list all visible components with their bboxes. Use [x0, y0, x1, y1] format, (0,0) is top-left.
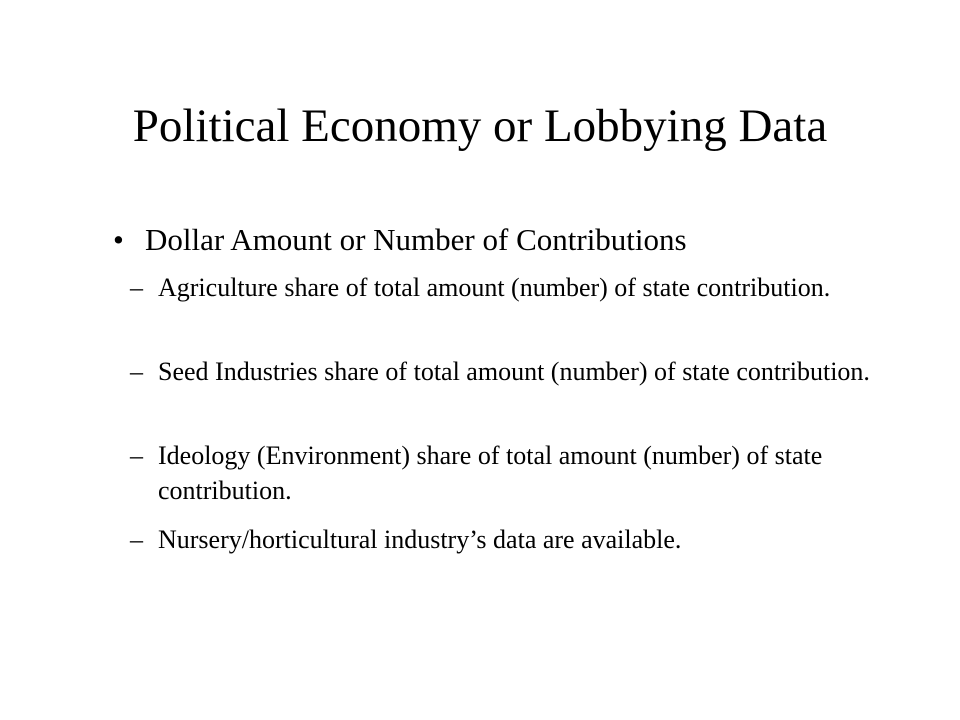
- sub-item-marker: –: [130, 525, 143, 554]
- sub-item-text: Agriculture share of total amount (number) of state contribution.: [158, 273, 831, 302]
- sub-item-text: Ideology (Environment) share of total amount (number) of state contribution.: [158, 441, 823, 505]
- sub-item-marker: –: [130, 441, 143, 470]
- slide-title: Political Economy or Lobbying Data: [132, 100, 828, 152]
- sub-item-nursery: [130, 522, 890, 557]
- sub-item-seed-industries: [130, 354, 890, 389]
- sub-item-marker: –: [130, 273, 143, 302]
- sub-item-text: Nursery/horticultural industry’s data are available.: [158, 525, 682, 554]
- bullet-marker: •: [113, 222, 124, 257]
- sub-item-agriculture: [130, 270, 890, 305]
- sub-item-marker: –: [130, 357, 143, 386]
- bullet-item: [113, 220, 687, 260]
- sub-item-text: Seed Industries share of total amount (number) of state contribution.: [158, 357, 870, 386]
- bullet-text: Dollar Amount or Number of Contributions: [145, 222, 687, 257]
- sub-item-ideology: [130, 438, 890, 508]
